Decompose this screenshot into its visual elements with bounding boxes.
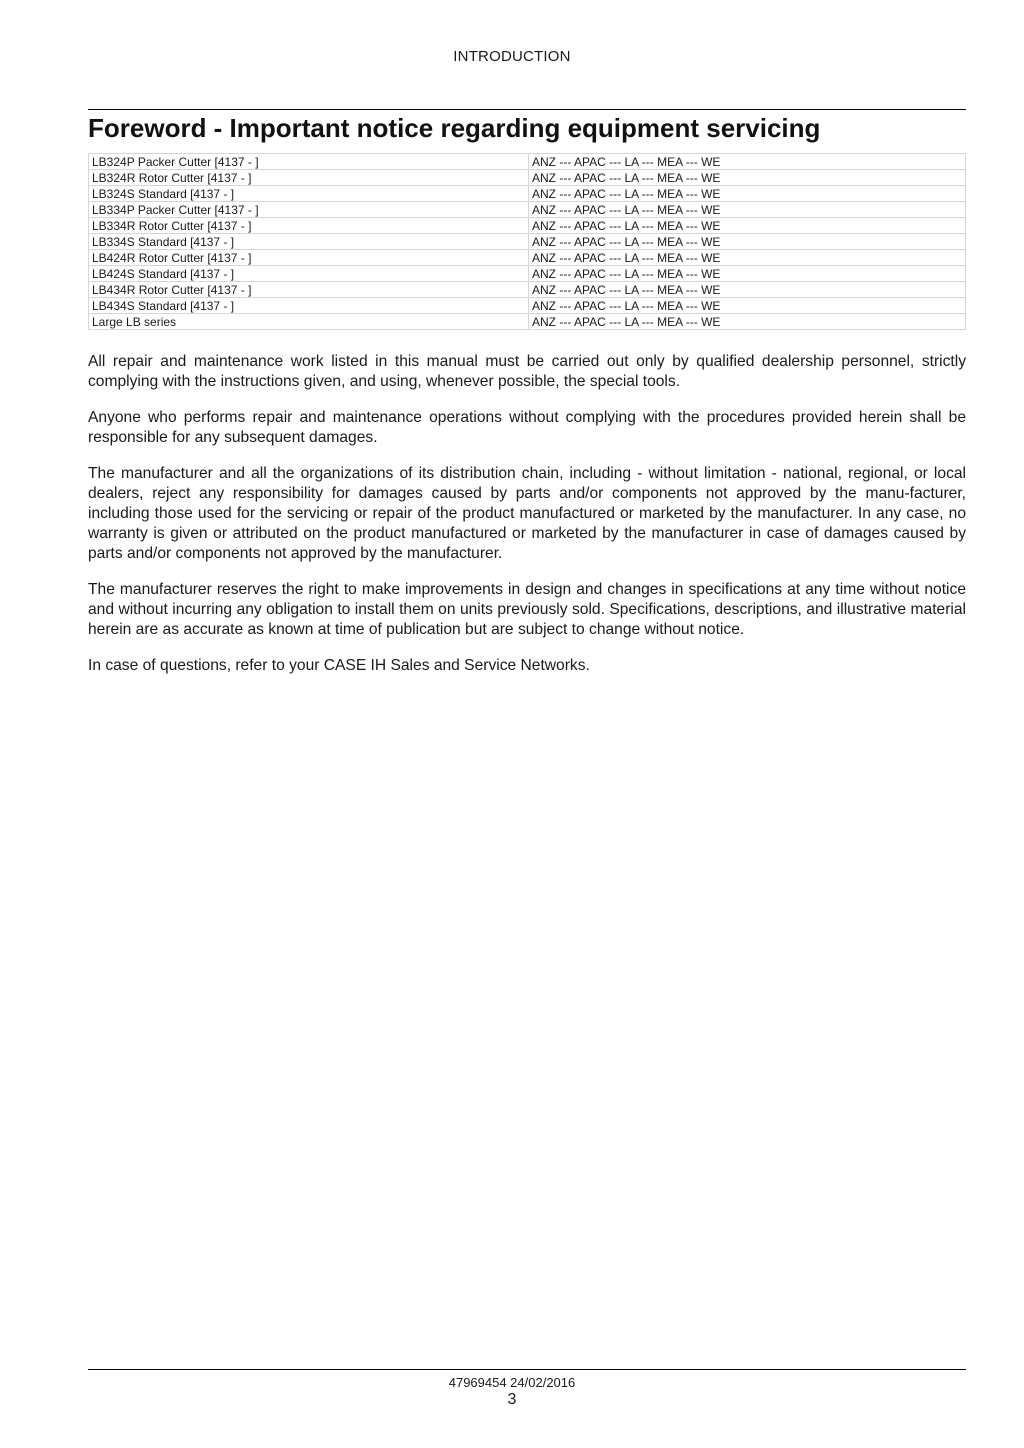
regions-cell: ANZ --- APAC --- LA --- MEA --- WE <box>529 314 966 330</box>
regions-cell: ANZ --- APAC --- LA --- MEA --- WE <box>529 282 966 298</box>
running-header: INTRODUCTION <box>453 48 571 65</box>
table-row <box>89 202 966 218</box>
models-table <box>88 153 966 330</box>
model-cell: LB334S Standard [4137 - ] <box>89 234 529 250</box>
model-cell: LB424R Rotor Cutter [4137 - ] <box>89 250 529 266</box>
regions-cell: ANZ --- APAC --- LA --- MEA --- WE <box>529 298 966 314</box>
table-row <box>89 154 966 170</box>
paragraph-responsibility: Anyone who performs repair and maintenance operations without complying with the procedures provided herein shall be responsible for any subsequent damages. <box>88 409 966 446</box>
regions-cell: ANZ --- APAC --- LA --- MEA --- WE <box>529 202 966 218</box>
regions-cell: ANZ --- APAC --- LA --- MEA --- WE <box>529 170 966 186</box>
table-row <box>89 282 966 298</box>
model-cell: LB324S Standard [4137 - ] <box>89 186 529 202</box>
paragraph-qualified-personnel: All repair and maintenance work listed in this manual must be carried out only by qualified dealership personnel, strictly complying with the instructions given, and using, whenever possible, the special tools. <box>88 353 966 390</box>
regions-cell: ANZ --- APAC --- LA --- MEA --- WE <box>529 266 966 282</box>
regions-cell: ANZ --- APAC --- LA --- MEA --- WE <box>529 154 966 170</box>
page-number: 3 <box>507 1391 517 1408</box>
model-cell: LB324R Rotor Cutter [4137 - ] <box>89 170 529 186</box>
table-row <box>89 186 966 202</box>
foreword-body <box>88 352 966 692</box>
model-cell: LB334P Packer Cutter [4137 - ] <box>89 202 529 218</box>
model-cell: LB424S Standard [4137 - ] <box>89 266 529 282</box>
paragraph-disclaimer: The manufacturer and all the organizations of its distribution chain, including - without limitation - national, regional, or local dealers, reject any responsibility for damages caused by parts and/or components not approved by the manu-facturer, including those used for the servicing or repair of the product manufactured or marketed by the manufacturer. In any case, no warranty is given or attributed on the product manufactured or marketed by the manufacturer in case of damages caused by parts and/or components not approved by the manufacturer. <box>88 465 966 562</box>
footer-divider <box>88 1369 966 1370</box>
model-cell: LB324P Packer Cutter [4137 - ] <box>89 154 529 170</box>
model-cell: LB434R Rotor Cutter [4137 - ] <box>89 282 529 298</box>
regions-cell: ANZ --- APAC --- LA --- MEA --- WE <box>529 250 966 266</box>
model-cell: LB434S Standard [4137 - ] <box>89 298 529 314</box>
header-divider <box>88 109 966 110</box>
table-row <box>89 170 966 186</box>
table-row <box>89 266 966 282</box>
paragraph-improvements: The manufacturer reserves the right to make improvements in design and changes in specifications at any time without notice and without incurring any obligation to install them on units previously sold. Specifications, descriptions, and illustrative material herein are as accurate as known at time of publication but are subject to change without notice. <box>88 581 966 638</box>
paragraph-questions: In case of questions, refer to your CASE IH Sales and Service Networks. <box>88 657 590 674</box>
regions-cell: ANZ --- APAC --- LA --- MEA --- WE <box>529 186 966 202</box>
table-row <box>89 314 966 330</box>
table-row <box>89 298 966 314</box>
regions-cell: ANZ --- APAC --- LA --- MEA --- WE <box>529 218 966 234</box>
table-row <box>89 250 966 266</box>
model-cell: Large LB series <box>89 314 529 330</box>
table-row <box>89 218 966 234</box>
model-cell: LB334R Rotor Cutter [4137 - ] <box>89 218 529 234</box>
page-title: Foreword - Important notice regarding equipment servicing <box>88 113 821 143</box>
document-reference: 47969454 24/02/2016 <box>448 1375 576 1390</box>
table-row <box>89 234 966 250</box>
regions-cell: ANZ --- APAC --- LA --- MEA --- WE <box>529 234 966 250</box>
models-table-body <box>89 154 966 330</box>
